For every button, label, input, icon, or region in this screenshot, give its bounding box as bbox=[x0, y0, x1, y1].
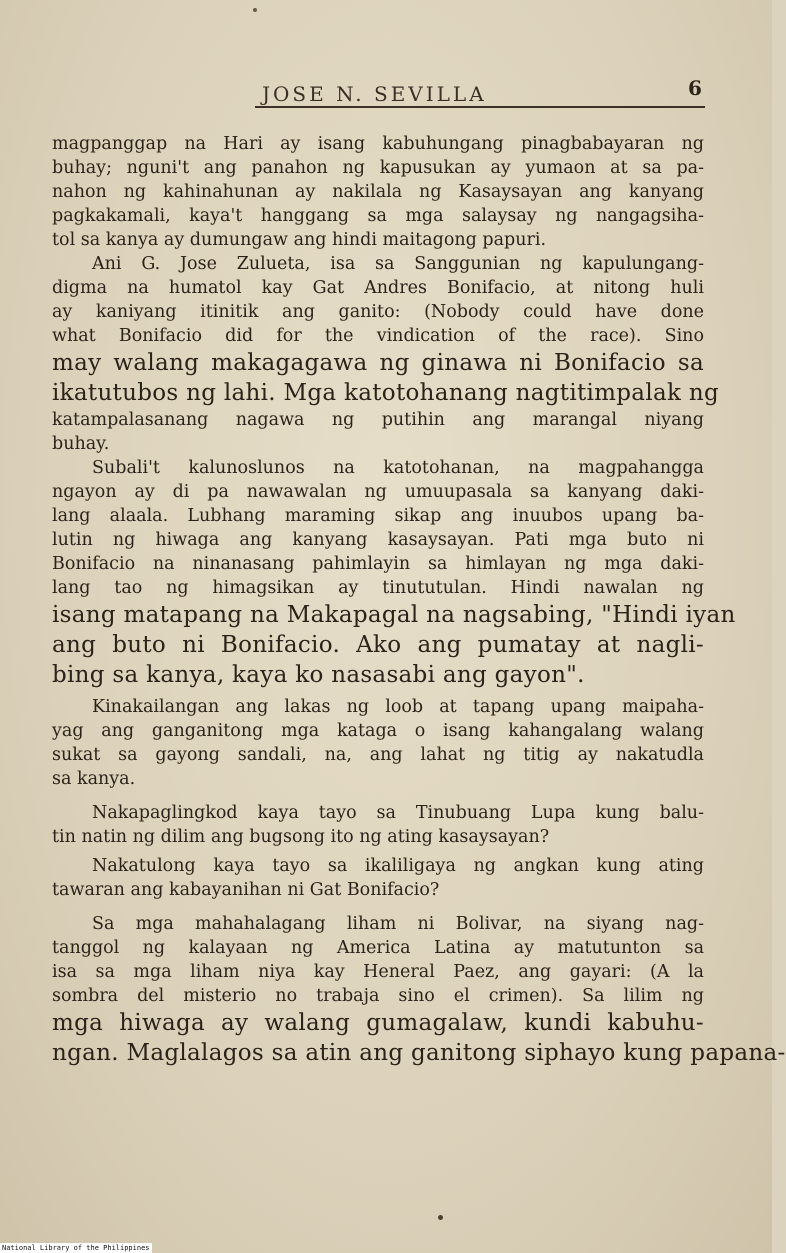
text-line: isang matapang na Makapagal na nagsabing, "Hindi iyan bbox=[52, 602, 736, 628]
text-line: pagkakamali, kaya't hanggang sa mga salaysay ng nangagsiha- bbox=[52, 206, 704, 226]
text-line: what Bonifacio did for the vindication of the race). Sino bbox=[52, 326, 704, 346]
text-line: Nakapaglingkod kaya tayo sa Tinubuang Lupa kung balu- bbox=[92, 803, 704, 823]
text-line: digma na humatol kay Gat Andres Bonifacio, at nitong huli bbox=[52, 278, 704, 298]
body-text bbox=[52, 132, 786, 1068]
text-line: Ani G. Jose Zulueta, isa sa Sanggunian ng kapulungang- bbox=[92, 254, 704, 274]
text-line: buhay; nguni't ang panahon ng kapusukan ay yumaon at sa pa- bbox=[52, 158, 704, 178]
text-line: isa sa mga liham niya kay Heneral Paez, ang gayari: (A la bbox=[52, 962, 704, 982]
text-line: sombra del misterio no trabaja sino el crimen). Sa lilim ng bbox=[52, 986, 704, 1006]
text-line: Sa mga mahahalagang liham ni Bolivar, na siyang nag- bbox=[92, 914, 704, 934]
text-line: may walang makagagawa ng ginawa ni Bonifacio sa bbox=[52, 350, 704, 376]
spacer bbox=[52, 902, 704, 912]
text-line: lang alaala. Lubhang maraming sikap ang inuubos upang ba- bbox=[52, 506, 704, 526]
text-line: Bonifacio na ninanasang pahimlayin sa himlayan ng mga daki- bbox=[52, 554, 704, 574]
text-line: Kinakailangan ang lakas ng loob at tapang upang maipaha- bbox=[92, 697, 704, 717]
text-line: magpanggap na Hari ay isang kabuhungang pinagbabayaran ng bbox=[52, 134, 704, 154]
text-line: tol sa kanya ay dumungaw ang hindi maitagong papuri. bbox=[52, 230, 547, 250]
text-line: bing sa kanya, kaya ko nasasabi ang gayon". bbox=[52, 662, 585, 688]
text-line: Subali't kalunoslunos na katotohanan, na magpahangga bbox=[92, 458, 704, 478]
text-line: tin natin ng dilim ang bugsong ito ng ating kasaysayan? bbox=[52, 827, 550, 847]
running-head: JOSE N. SEVILLA bbox=[262, 82, 487, 106]
text-line: lang tao ng himagsikan ay tinututulan. Hindi nawalan ng bbox=[52, 578, 704, 598]
text-line: ngayon ay di pa nawawalan ng umuupasala sa kanyang daki- bbox=[52, 482, 704, 502]
text-line: ikatutubos ng lahi. Mga katotohanang nagtitimpalak ng bbox=[52, 380, 719, 406]
text-line: sa kanya. bbox=[52, 769, 136, 789]
text-line: ngan. Maglalagos sa atin ang ganitong siphayo kung papana- bbox=[52, 1040, 786, 1066]
speck-mark bbox=[438, 1215, 443, 1220]
speck-mark bbox=[253, 8, 257, 12]
text-line: sukat sa gayong sandali, na, ang lahat ng titig ay nakatudla bbox=[52, 745, 704, 765]
text-line: mga hiwaga ay walang gumagalaw, kundi kabuhu- bbox=[52, 1010, 704, 1036]
page-number: 6 bbox=[688, 76, 702, 100]
text-line: katampalasanang nagawa ng putihin ang marangal niyang bbox=[52, 410, 704, 430]
scan-credit: National Library of the Philippines bbox=[2, 1244, 150, 1252]
text-line: tawaran ang kabayanihan ni Gat Bonifacio? bbox=[52, 880, 440, 900]
text-line: tanggol ng kalayaan ng America Latina ay matutunton sa bbox=[52, 938, 704, 958]
spacer bbox=[52, 791, 704, 801]
text-line: Nakatulong kaya tayo sa ikaliligaya ng angkan kung ating bbox=[92, 856, 704, 876]
header-rule bbox=[255, 106, 705, 108]
text-line: lutin ng hiwaga ang kanyang kasaysayan. Pati mga buto ni bbox=[52, 530, 704, 550]
text-line: ang buto ni Bonifacio. Ako ang pumatay at nagli- bbox=[52, 632, 704, 658]
text-line: buhay. bbox=[52, 434, 110, 454]
text-line: nahon ng kahinahunan ay nakilala ng Kasaysayan ang kanyang bbox=[52, 182, 704, 202]
text-line: ay kaniyang itinitik ang ganito: (Nobody could have done bbox=[52, 302, 704, 322]
text-line: yag ang ganganitong mga kataga o isang kahangalang walang bbox=[52, 721, 704, 741]
